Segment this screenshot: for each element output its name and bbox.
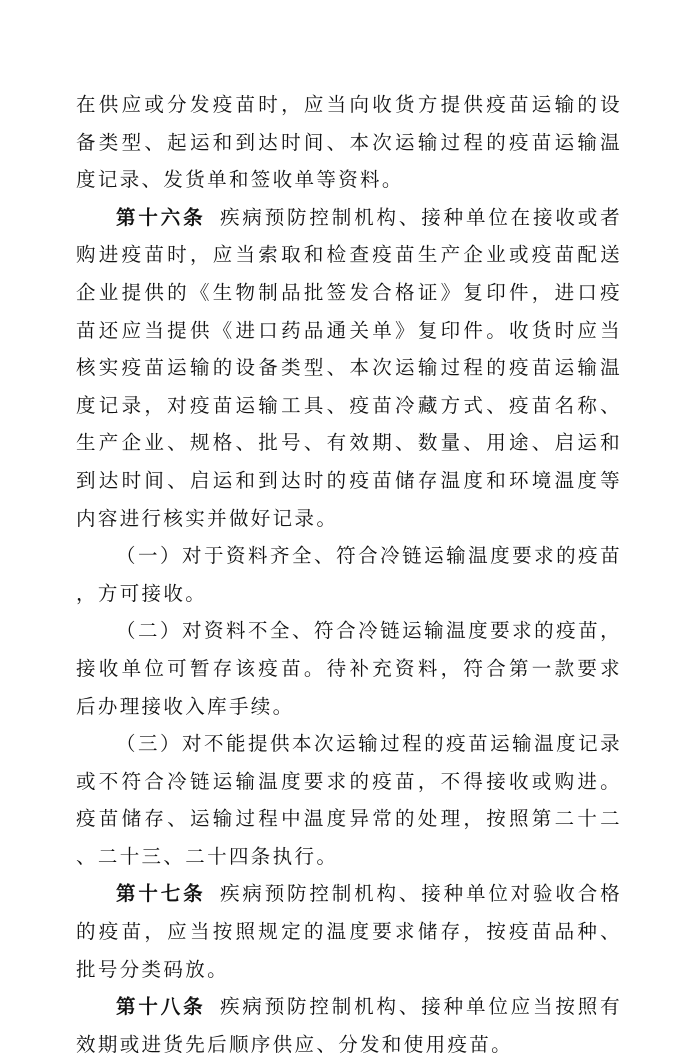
- article-number: 第十七条: [116, 882, 206, 906]
- paragraph-continuation: [76, 86, 622, 199]
- article-16-paragraph: [76, 199, 622, 537]
- article-17-paragraph: [76, 875, 622, 988]
- paragraph-text: 疾病预防控制机构、接种单位应当按照有效期或进货先后顺序供应、分发和使用疫苗。: [76, 995, 622, 1056]
- paragraph-text: （一）对于资料齐全、符合冷链运输温度要求的疫苗，方可接收。: [76, 544, 622, 605]
- clause-2-paragraph: [76, 612, 622, 725]
- article-18-paragraph: [76, 988, 622, 1063]
- document-body: [76, 86, 622, 1063]
- article-number: 第十八条: [116, 995, 206, 1019]
- paragraph-text: 疾病预防控制机构、接种单位在接收或者购进疫苗时，应当索取和检查疫苗生产企业或疫苗配送企业提供的《生物制品批签发合格证》复印件，进口疫苗还应当提供《进口药品通关单》复印件。收货时应当核实疫苗运输的设备类型、本次运输过程的疫苗运输温度记录，对疫苗运输工具、疫苗冷藏方式、疫苗名称、生产企业、规格、批号、有效期、数量、用途、启运和到达时间、启运和到达时的疫苗储存温度和环境温度等内容进行核实并做好记录。: [76, 205, 622, 530]
- paragraph-text: 在供应或分发疫苗时，应当向收货方提供疫苗运输的设备类型、起运和到达时间、本次运输过程的疫苗运输温度记录、发货单和签收单等资料。: [76, 93, 622, 192]
- article-number: 第十六条: [116, 205, 206, 229]
- paragraph-text: 疾病预防控制机构、接种单位对验收合格的疫苗，应当按照规定的温度要求储存，按疫苗品种、批号分类码放。: [76, 882, 622, 981]
- clause-3-paragraph: [76, 725, 622, 875]
- paragraph-text: （三）对不能提供本次运输过程的疫苗运输温度记录或不符合冷链运输温度要求的疫苗，不得接收或购进。疫苗储存、运输过程中温度异常的处理，按照第二十二、二十三、二十四条执行。: [76, 732, 622, 868]
- paragraph-text: （二）对资料不全、符合冷链运输温度要求的疫苗，接收单位可暂存该疫苗。待补充资料，符合第一款要求后办理接收入库手续。: [76, 619, 622, 718]
- clause-1-paragraph: [76, 537, 622, 612]
